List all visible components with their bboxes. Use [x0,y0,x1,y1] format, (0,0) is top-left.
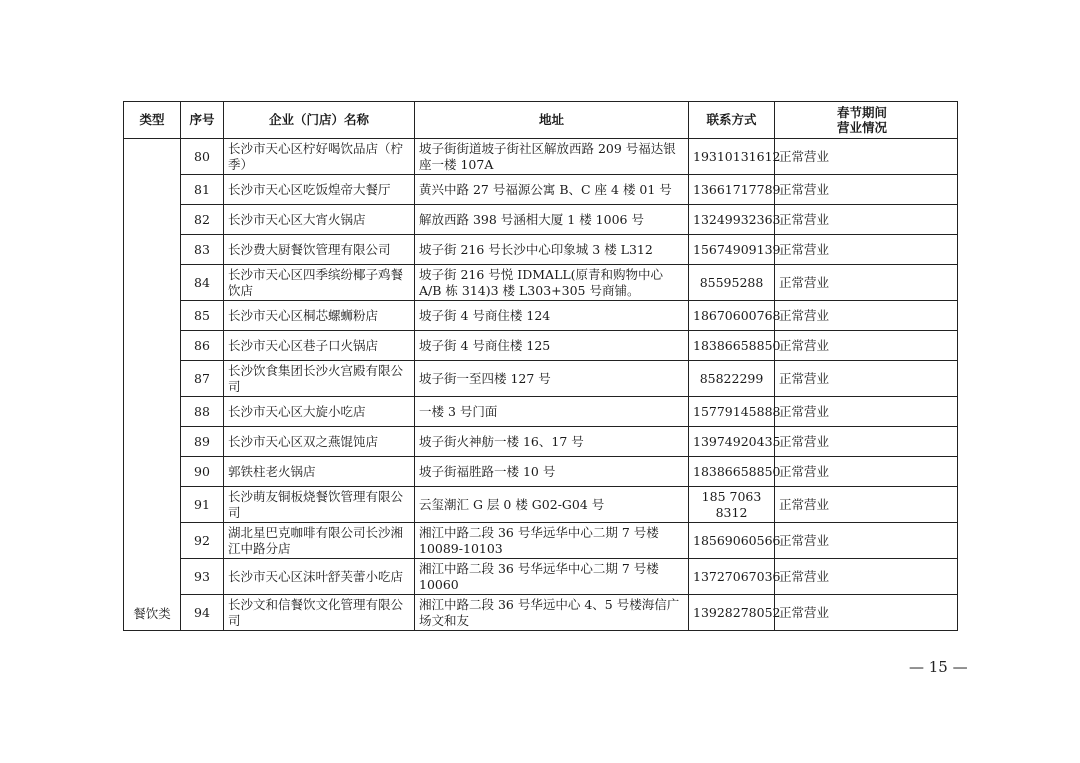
table-row [124,427,958,457]
business-name: 长沙市天心区双之燕馄饨店 [224,427,415,457]
business-status: 正常营业 [775,487,958,523]
row-number: 86 [181,331,224,361]
business-status: 正常营业 [775,559,958,595]
business-address: 湘江中路二段 36 号华远华中心二期 7 号楼 10089-10103 [415,523,689,559]
table-row [124,523,958,559]
business-phone: 18569060566 [689,523,775,559]
business-phone: 13974920435 [689,427,775,457]
business-phone: 18386658850 [689,331,775,361]
table-row [124,331,958,361]
row-number: 84 [181,265,224,301]
business-phone: 185 7063 8312 [689,487,775,523]
business-status: 正常营业 [775,139,958,175]
table-row [124,139,958,175]
business-status: 正常营业 [775,265,958,301]
table-row [124,235,958,265]
header-status: 春节期间 营业情况 [775,102,958,139]
business-name: 长沙市天心区沫叶舒芙蕾小吃店 [224,559,415,595]
business-name: 长沙市天心区桐芯螺蛳粉店 [224,301,415,331]
row-number: 85 [181,301,224,331]
business-address: 湘江中路二段 36 号华远中心 4、5 号楼海信广场文和友 [415,595,689,631]
business-status: 正常营业 [775,523,958,559]
business-name: 长沙饮食集团长沙火宫殿有限公司 [224,361,415,397]
table-row [124,457,958,487]
row-number: 89 [181,427,224,457]
table-row [124,595,958,631]
category-cell: 餐饮类 [124,139,181,631]
business-status: 正常营业 [775,331,958,361]
row-number: 92 [181,523,224,559]
header-number: 序号 [181,102,224,139]
business-name: 长沙文和信餐饮文化管理有限公司 [224,595,415,631]
business-phone: 13928278052 [689,595,775,631]
business-address: 坡子街福胜路一楼 10 号 [415,457,689,487]
row-number: 80 [181,139,224,175]
business-table [123,101,958,631]
business-status: 正常营业 [775,205,958,235]
table-row [124,265,958,301]
business-address: 坡子街 216 号长沙中心印象城 3 楼 L312 [415,235,689,265]
business-address: 坡子街街道坡子街社区解放西路 209 号福达银座一楼 107A [415,139,689,175]
row-number: 83 [181,235,224,265]
table-row [124,205,958,235]
business-status: 正常营业 [775,595,958,631]
business-name: 长沙市天心区大旋小吃店 [224,397,415,427]
row-number: 94 [181,595,224,631]
business-address: 坡子街 4 号商住楼 124 [415,301,689,331]
business-name: 湖北星巴克咖啡有限公司长沙湘江中路分店 [224,523,415,559]
table-row [124,301,958,331]
row-number: 90 [181,457,224,487]
business-status: 正常营业 [775,301,958,331]
business-phone: 19310131612 [689,139,775,175]
table-row [124,175,958,205]
business-address: 坡子街 4 号商住楼 125 [415,331,689,361]
business-status: 正常营业 [775,457,958,487]
business-status: 正常营业 [775,175,958,205]
row-number: 93 [181,559,224,595]
business-status: 正常营业 [775,235,958,265]
business-phone: 13727067036 [689,559,775,595]
business-name: 长沙费大厨餐饮管理有限公司 [224,235,415,265]
page-number: — 15 — [909,658,968,676]
row-number: 82 [181,205,224,235]
business-name: 长沙市天心区柠好喝饮品店（柠季） [224,139,415,175]
table-header-row [124,102,958,139]
business-address: 湘江中路二段 36 号华远华中心二期 7 号楼 10060 [415,559,689,595]
row-number: 81 [181,175,224,205]
business-phone: 13661717789 [689,175,775,205]
business-name: 长沙市天心区巷子口火锅店 [224,331,415,361]
header-name: 企业（门店）名称 [224,102,415,139]
row-number: 88 [181,397,224,427]
business-address: 黄兴中路 27 号福源公寓 B、C 座 4 楼 01 号 [415,175,689,205]
business-name: 郭铁柱老火锅店 [224,457,415,487]
business-phone: 18386658850 [689,457,775,487]
row-number: 91 [181,487,224,523]
header-address: 地址 [415,102,689,139]
business-phone: 18670600768 [689,301,775,331]
header-phone: 联系方式 [689,102,775,139]
table-row [124,397,958,427]
business-phone: 15779145888 [689,397,775,427]
business-address: 坡子街 216 号悦 IDMALL(原青和购物中心 A/B 栋 314)3 楼 L303+305 号商铺。 [415,265,689,301]
business-status: 正常营业 [775,361,958,397]
business-address: 坡子街一至四楼 127 号 [415,361,689,397]
business-name: 长沙市天心区吃饭煌帝大餐厅 [224,175,415,205]
business-phone: 15674909139 [689,235,775,265]
business-name: 长沙萌友铜板烧餐饮管理有限公司 [224,487,415,523]
table-row [124,487,958,523]
row-number: 87 [181,361,224,397]
header-type: 类型 [124,102,181,139]
business-phone: 13249932363 [689,205,775,235]
business-address: 坡子街火神舫一楼 16、17 号 [415,427,689,457]
business-phone: 85595288 [689,265,775,301]
business-address: 云玺潮汇 G 层 0 楼 G02-G04 号 [415,487,689,523]
business-phone: 85822299 [689,361,775,397]
table-row [124,361,958,397]
business-name: 长沙市天心区大宵火锅店 [224,205,415,235]
business-status: 正常营业 [775,427,958,457]
business-name: 长沙市天心区四季缤纷椰子鸡餐饮店 [224,265,415,301]
table-row [124,559,958,595]
business-address: 解放西路 398 号涵相大厦 1 楼 1006 号 [415,205,689,235]
business-status: 正常营业 [775,397,958,427]
business-address: 一楼 3 号门面 [415,397,689,427]
